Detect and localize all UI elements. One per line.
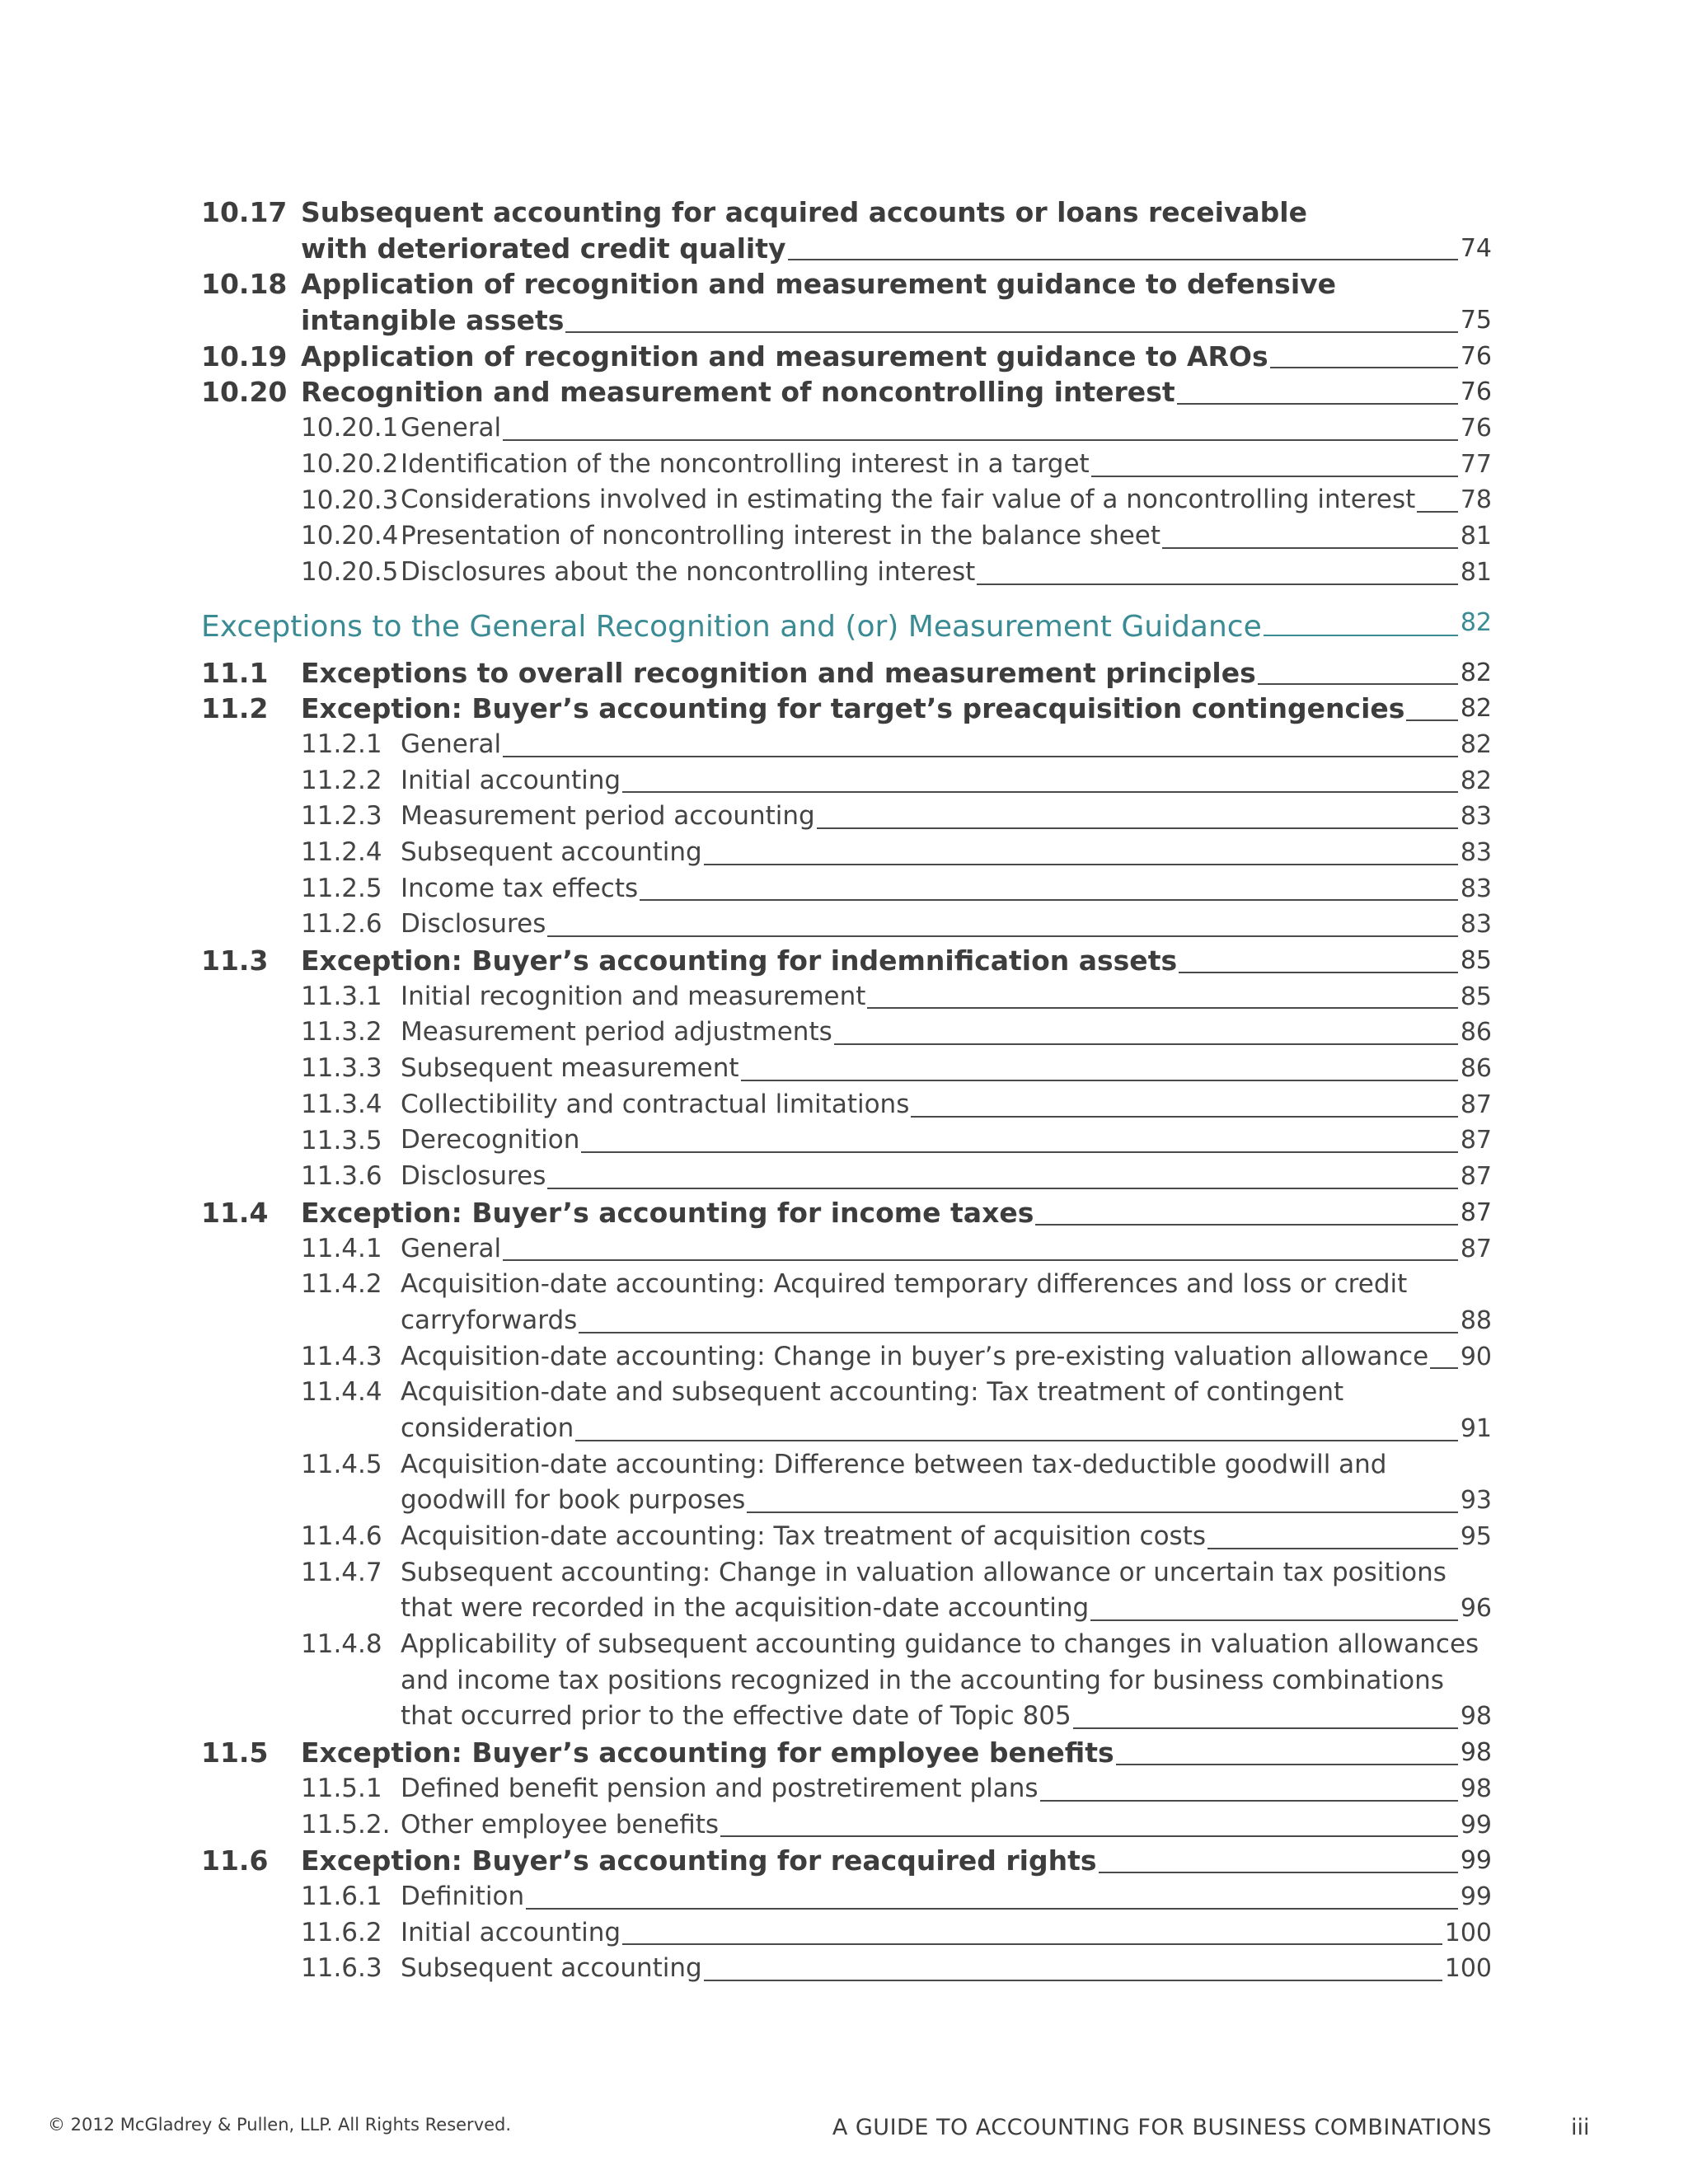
toc-entry-page-number: 82 <box>1460 694 1492 724</box>
dot-leader <box>503 439 1458 441</box>
chapter-title: Exceptions to the General Recognition and (or) Measurement Guidance <box>201 609 1262 644</box>
footer-page-number: iii <box>1571 2115 1590 2140</box>
toc-entry[interactable] <box>201 1915 1492 1952</box>
toc-entry-title: General <box>401 729 502 759</box>
toc-entry-page-number: 76 <box>1460 377 1492 407</box>
toc-entry-title: intangible assets <box>301 304 565 337</box>
toc-entry[interactable] <box>201 871 1492 907</box>
toc-entry[interactable] <box>201 1159 1492 1195</box>
dot-leader <box>788 259 1458 260</box>
dot-leader <box>1099 1872 1458 1873</box>
toc-entry-page-number: 83 <box>1460 874 1492 903</box>
toc-entry-title: Defined benefit pension and postretirement plans <box>401 1773 1039 1803</box>
toc-entry-title: Exception: Buyer’s accounting for indemnification assets <box>301 944 1178 977</box>
toc-entry-page-number: 83 <box>1460 837 1492 867</box>
toc-entry[interactable] <box>201 799 1492 835</box>
dot-leader <box>622 791 1458 793</box>
toc-entry-title: Acquisition-date accounting: Tax treatment of acquisition costs <box>401 1521 1207 1552</box>
toc-entry-page-number: 81 <box>1460 557 1492 587</box>
toc-entry-page-number: 82 <box>1460 729 1492 759</box>
dot-leader <box>1417 511 1458 513</box>
toc-entry[interactable] <box>201 410 1492 447</box>
toc-entry-number: 10.20.2 <box>301 448 399 479</box>
dot-leader <box>581 1151 1457 1153</box>
dot-leader <box>720 1835 1458 1837</box>
toc-entry-number: 10.18 <box>201 268 288 301</box>
toc-entry-page-number: 91 <box>1460 1413 1492 1443</box>
toc-entry-page-number: 85 <box>1460 982 1492 1011</box>
toc-entry-title: carryforwards <box>401 1305 578 1335</box>
toc-entry-page-number: 90 <box>1460 1342 1492 1371</box>
toc-entry[interactable] <box>201 339 1492 375</box>
toc-entry-title: Subsequent accounting for acquired accounts or loans receivable <box>301 195 1307 228</box>
toc-entry-title: Disclosures <box>401 909 546 940</box>
toc-entry-page-number: 100 <box>1444 1918 1492 1947</box>
toc-entry-number: 11.5 <box>201 1736 269 1769</box>
toc-entry[interactable] <box>201 555 1492 591</box>
toc-entry-page-number: 76 <box>1460 341 1492 371</box>
toc-entry-number: 11.4 <box>201 1196 269 1229</box>
toc-entry-page-number: 87 <box>1460 1126 1492 1155</box>
toc-entry-number: 11.2.1 <box>301 729 382 759</box>
toc-entry-number: 11.4.1 <box>301 1233 382 1263</box>
toc-entry[interactable] <box>201 266 1492 338</box>
toc-entry-title: and income tax positions recognized in the accounting for business combinations <box>401 1665 1444 1695</box>
toc-entry-title: Other employee benefits <box>401 1809 720 1840</box>
toc-entry-number: 11.2.3 <box>301 801 382 832</box>
toc-entry-page-number: 96 <box>1460 1594 1492 1624</box>
toc-entry-title: Derecognition <box>401 1125 580 1155</box>
toc-entry-page-number: 86 <box>1460 1054 1492 1084</box>
toc-entry-title: that occurred prior to the effective date of Topic 805 <box>401 1701 1071 1732</box>
dot-leader <box>547 1188 1457 1189</box>
toc-entry-title: Subsequent accounting <box>401 1953 702 1984</box>
toc-entry-page-number: 99 <box>1460 1810 1492 1840</box>
toc-entry[interactable] <box>201 1771 1492 1807</box>
toc-entry-page-number: 88 <box>1460 1305 1492 1335</box>
toc-entry-title: Exception: Buyer’s accounting for income taxes <box>301 1196 1034 1229</box>
table-of-contents <box>201 194 1492 1987</box>
toc-entry[interactable] <box>201 907 1492 943</box>
toc-entry[interactable] <box>201 1807 1492 1844</box>
toc-entry-number: 11.4.8 <box>301 1629 382 1660</box>
dot-leader <box>1258 683 1458 685</box>
toc-section-10 <box>201 194 1492 591</box>
toc-entry-title: Exception: Buyer’s accounting for target’s preacquisition contingencies <box>301 692 1405 725</box>
toc-entry-title: Presentation of noncontrolling interest in the balance sheet <box>401 521 1161 551</box>
chapter-heading[interactable] <box>201 602 1492 644</box>
toc-entry-page-number: 87 <box>1460 1234 1492 1263</box>
toc-entry-title: Subsequent measurement <box>401 1053 739 1084</box>
dot-leader <box>1264 635 1458 636</box>
toc-entry-title: Exceptions to overall recognition and measurement principles <box>301 656 1256 689</box>
toc-entry-page-number: 100 <box>1444 1954 1492 1984</box>
toc-entry-page-number: 78 <box>1460 485 1492 515</box>
toc-entry-number: 11.5.2. <box>301 1809 391 1840</box>
dot-leader <box>565 331 1457 333</box>
toc-entry[interactable] <box>201 1015 1492 1051</box>
dot-leader <box>1406 719 1457 721</box>
dot-leader <box>526 1908 1458 1910</box>
toc-entry-title: Initial recognition and measurement <box>401 981 866 1011</box>
toc-entry-number: 11.3.3 <box>301 1053 382 1084</box>
dot-leader <box>1090 1619 1458 1621</box>
toc-entry[interactable] <box>201 1339 1492 1376</box>
toc-entry-page-number: 98 <box>1460 1774 1492 1803</box>
toc-entry-number: 11.3.1 <box>301 981 382 1011</box>
toc-entry-number: 11.2.4 <box>301 837 382 867</box>
toc-entry-page-number: 83 <box>1460 910 1492 940</box>
toc-entry-title: Measurement period accounting <box>401 801 815 832</box>
toc-entry-title: Acquisition-date accounting: Difference between tax-deductible goodwill and <box>401 1449 1387 1479</box>
footer-copyright: © 2012 McGladrey & Pullen, LLP. All Rights Reserved. <box>48 2115 512 2135</box>
toc-entry-page-number: 86 <box>1460 1018 1492 1047</box>
dot-leader <box>622 1943 1442 1945</box>
toc-entry[interactable] <box>201 835 1492 871</box>
toc-entry-title: Subsequent accounting <box>401 837 702 867</box>
toc-entry[interactable] <box>201 943 1492 979</box>
toc-entry-number: 11.3.2 <box>301 1017 382 1047</box>
footer-book-title: A GUIDE TO ACCOUNTING FOR BUSINESS COMBINATIONS <box>832 2115 1492 2140</box>
toc-entry-page-number: 75 <box>1460 306 1492 335</box>
toc-entry[interactable] <box>201 1231 1492 1268</box>
toc-entry-title: Exception: Buyer’s accounting for employee benefits <box>301 1736 1114 1769</box>
toc-entry-number: 11.2 <box>201 692 269 725</box>
toc-entry[interactable] <box>201 1195 1492 1231</box>
toc-entry-number: 11.1 <box>201 656 269 689</box>
toc-entry-title: Disclosures about the noncontrolling interest <box>401 556 976 587</box>
toc-entry[interactable] <box>201 1087 1492 1123</box>
toc-entry-number: 11.4.6 <box>301 1521 382 1552</box>
toc-entry[interactable] <box>201 691 1492 727</box>
dot-leader <box>1270 367 1458 368</box>
toc-entry-number: 11.3.5 <box>301 1125 382 1155</box>
toc-entry[interactable] <box>201 1555 1492 1627</box>
toc-entry[interactable] <box>201 655 1492 691</box>
toc-entry-number: 11.4.5 <box>301 1449 382 1479</box>
toc-entry-title: with deteriorated credit quality <box>301 232 786 265</box>
toc-entry-number: 10.19 <box>201 340 288 373</box>
toc-entry-number: 11.2.2 <box>301 765 382 795</box>
toc-entry[interactable] <box>201 1267 1492 1338</box>
dot-leader <box>1035 1224 1457 1226</box>
toc-entry-page-number: 99 <box>1460 1846 1492 1876</box>
dot-leader <box>1162 547 1458 549</box>
toc-entry-number: 11.2.6 <box>301 909 382 940</box>
toc-entry-page-number: 82 <box>1460 766 1492 795</box>
toc-section-11 <box>201 655 1492 1987</box>
toc-entry-title: Acquisition-date and subsequent accounting: Tax treatment of contingent <box>401 1377 1344 1408</box>
toc-entry-number: 11.3 <box>201 944 269 977</box>
toc-entry-number: 11.4.2 <box>301 1269 382 1300</box>
toc-entry[interactable] <box>201 1843 1492 1879</box>
toc-entry-title: Collectibility and contractual limitations <box>401 1089 910 1119</box>
toc-entry[interactable] <box>201 483 1492 519</box>
toc-entry-page-number: 76 <box>1460 414 1492 443</box>
toc-entry[interactable] <box>201 763 1492 799</box>
toc-entry-title: consideration <box>401 1413 574 1443</box>
dot-leader <box>503 756 1458 757</box>
dot-leader <box>817 827 1458 829</box>
toc-entry[interactable] <box>201 447 1492 483</box>
toc-entry[interactable] <box>201 1447 1492 1519</box>
toc-entry[interactable] <box>201 1519 1492 1555</box>
toc-entry-page-number: 95 <box>1460 1522 1492 1552</box>
toc-entry-title: Identification of the noncontrolling interest in a target <box>401 448 1090 479</box>
toc-entry-title: goodwill for book purposes <box>401 1485 746 1516</box>
toc-entry-title: General <box>401 413 502 443</box>
toc-entry[interactable] <box>201 979 1492 1015</box>
toc-entry-title: Definition <box>401 1881 525 1911</box>
dot-leader <box>1091 476 1458 477</box>
toc-entry-number: 10.17 <box>201 196 288 228</box>
toc-entry[interactable] <box>201 1879 1492 1915</box>
dot-leader <box>640 899 1458 901</box>
dot-leader <box>867 1007 1457 1009</box>
toc-entry-number: 10.20.1 <box>301 413 399 443</box>
toc-entry-number: 11.6.3 <box>301 1953 382 1984</box>
dot-leader <box>704 1980 1442 1981</box>
toc-entry-title: that were recorded in the acquisition-date accounting <box>401 1593 1090 1624</box>
chapter-page-number: 82 <box>1460 607 1492 637</box>
toc-entry-title: General <box>401 1233 502 1263</box>
toc-entry-title: Application of recognition and measurement guidance to defensive <box>301 268 1337 301</box>
toc-entry-number: 11.6 <box>201 1844 269 1877</box>
toc-entry-title: Acquisition-date accounting: Change in buyer’s pre-existing valuation allowance <box>401 1341 1429 1371</box>
dot-leader <box>1179 972 1458 973</box>
toc-entry-page-number: 93 <box>1460 1486 1492 1516</box>
toc-entry-number: 11.6.2 <box>301 1917 382 1947</box>
toc-entry-title: Income tax effects <box>401 873 639 903</box>
toc-entry-number: 11.4.7 <box>301 1557 382 1587</box>
toc-entry-page-number: 77 <box>1460 449 1492 479</box>
toc-entry-number: 11.3.6 <box>301 1161 382 1192</box>
dot-leader <box>911 1116 1457 1118</box>
toc-entry-number: 10.20.3 <box>301 485 399 515</box>
toc-entry-page-number: 87 <box>1460 1090 1492 1119</box>
dot-leader <box>1177 403 1458 405</box>
dot-leader <box>575 1440 1458 1441</box>
toc-entry-number: 11.4.4 <box>301 1377 382 1408</box>
toc-entry-page-number: 87 <box>1460 1162 1492 1192</box>
toc-entry-title: Considerations involved in estimating the fair value of a noncontrolling interest <box>401 485 1416 515</box>
dot-leader <box>1040 1800 1458 1802</box>
dot-leader <box>1430 1367 1458 1369</box>
toc-entry-page-number: 98 <box>1460 1738 1492 1768</box>
toc-entry-number: 11.4.3 <box>301 1341 382 1371</box>
dot-leader <box>747 1511 1457 1513</box>
toc-entry-title: Measurement period adjustments <box>401 1017 832 1047</box>
toc-entry-number: 11.2.5 <box>301 873 382 903</box>
toc-entry-page-number: 83 <box>1460 802 1492 832</box>
toc-entry[interactable] <box>201 1051 1492 1087</box>
toc-entry[interactable] <box>201 374 1492 410</box>
dot-leader <box>741 1080 1458 1081</box>
dot-leader <box>547 935 1457 937</box>
toc-entry-number: 10.20.4 <box>301 521 399 551</box>
dot-leader <box>1207 1548 1458 1549</box>
toc-entry-page-number: 87 <box>1460 1197 1492 1227</box>
dot-leader <box>704 864 1458 865</box>
toc-entry[interactable] <box>201 1375 1492 1446</box>
toc-entry-page-number: 98 <box>1460 1702 1492 1732</box>
toc-entry[interactable] <box>201 1123 1492 1160</box>
toc-entry-page-number: 99 <box>1460 1882 1492 1911</box>
toc-entry[interactable] <box>201 1627 1492 1735</box>
toc-entry-number: 11.3.4 <box>301 1089 382 1119</box>
dot-leader <box>503 1259 1458 1261</box>
toc-entry-title: Disclosures <box>401 1161 546 1192</box>
toc-entry-page-number: 85 <box>1460 946 1492 976</box>
toc-entry[interactable] <box>201 1735 1492 1771</box>
toc-entry-number: 10.20 <box>201 376 288 409</box>
dot-leader <box>1116 1764 1458 1765</box>
toc-entry-title: Initial accounting <box>401 765 621 795</box>
toc-entry[interactable] <box>201 727 1492 763</box>
toc-entry-title: Applicability of subsequent accounting guidance to changes in valuation allowances <box>401 1629 1479 1660</box>
toc-entry-page-number: 74 <box>1460 233 1492 263</box>
toc-entry-title: Subsequent accounting: Change in valuation allowance or uncertain tax positions <box>401 1557 1447 1587</box>
toc-entry-page-number: 81 <box>1460 522 1492 551</box>
toc-entry-title: Acquisition-date accounting: Acquired temporary differences and loss or credit <box>401 1269 1408 1300</box>
toc-entry-number: 11.6.1 <box>301 1881 382 1911</box>
dot-leader <box>834 1043 1458 1045</box>
toc-entry-page-number: 82 <box>1460 658 1492 687</box>
toc-entry-title: Application of recognition and measurement guidance to AROs <box>301 340 1268 373</box>
toc-entry-title: Exception: Buyer’s accounting for reacquired rights <box>301 1844 1097 1877</box>
toc-entry-number: 10.20.5 <box>301 556 399 587</box>
dot-leader <box>977 583 1458 585</box>
toc-entry-number: 11.5.1 <box>301 1773 382 1803</box>
toc-entry-title: Recognition and measurement of noncontrolling interest <box>301 376 1175 409</box>
toc-entry-title: Initial accounting <box>401 1917 621 1947</box>
toc-entry[interactable] <box>201 194 1492 266</box>
toc-entry[interactable] <box>201 518 1492 555</box>
dot-leader <box>579 1332 1457 1333</box>
toc-entry[interactable] <box>201 1951 1492 1987</box>
dot-leader <box>1073 1727 1458 1729</box>
